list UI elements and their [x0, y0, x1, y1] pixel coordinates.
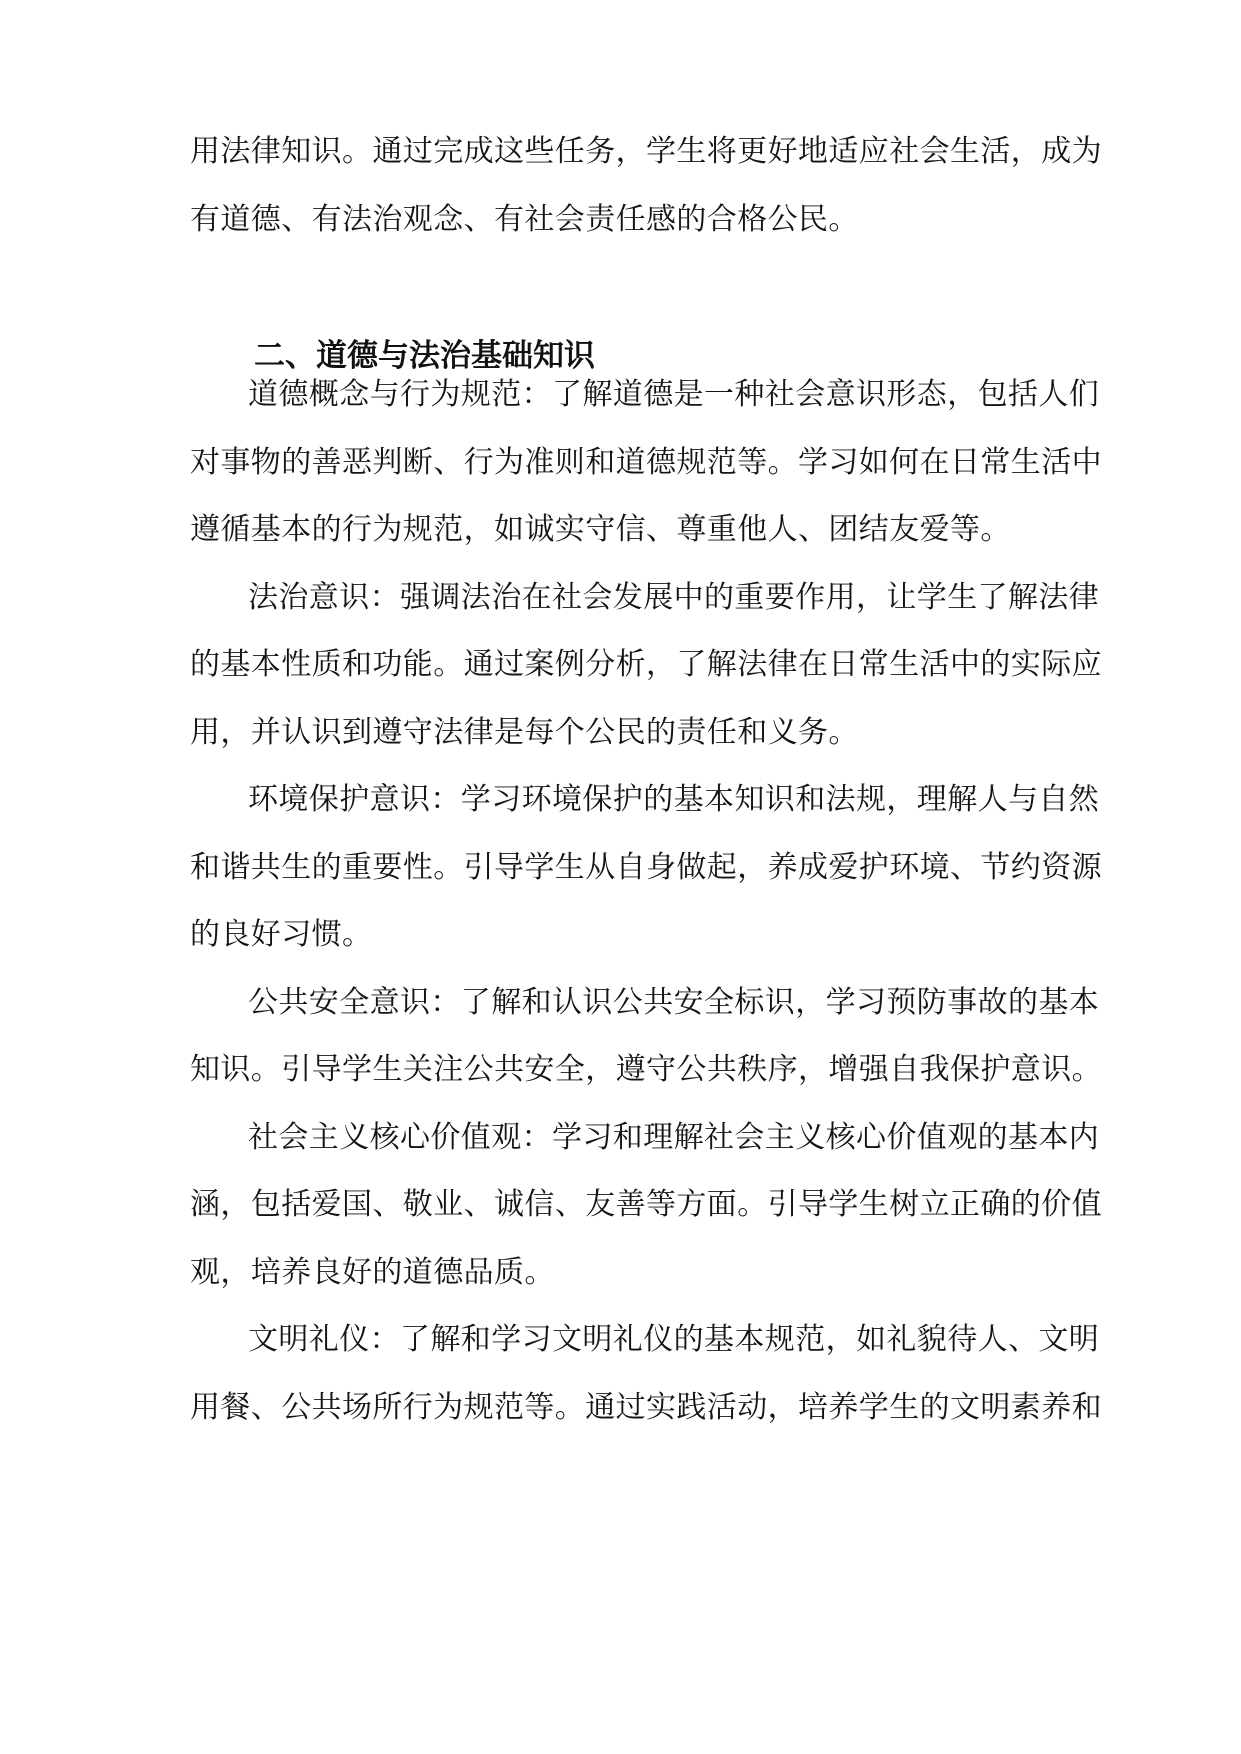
text-line: 道德概念与行为规范：了解道德是一种社会意识形态，包括人们 — [248, 377, 1100, 412]
text-line: 观，培养良好的道德品质。 — [190, 1255, 555, 1290]
section-heading: 二、道德与法治基础知识 — [254, 338, 595, 374]
text-line: 法治意识：强调法治在社会发展中的重要作用，让学生了解法律 — [248, 580, 1100, 615]
text-line: 的基本性质和功能。通过案例分析，了解法律在日常生活中的实际应 — [190, 647, 1102, 682]
text-line: 的良好习惯。 — [190, 917, 373, 952]
text-line: 遵循基本的行为规范，如诚实守信、尊重他人、团结友爱等。 — [190, 512, 1011, 547]
text-line: 涵，包括爱国、敬业、诚信、友善等方面。引导学生树立正确的价值 — [190, 1187, 1102, 1222]
text-line: 用，并认识到遵守法律是每个公民的责任和义务。 — [190, 715, 859, 750]
text-line: 社会主义核心价值观：学习和理解社会主义核心价值观的基本内 — [248, 1120, 1100, 1155]
text-line: 环境保护意识：学习环境保护的基本知识和法规，理解人与自然 — [248, 782, 1100, 817]
text-line: 有道德、有法治观念、有社会责任感的合格公民。 — [190, 202, 859, 237]
text-line: 用法律知识。通过完成这些任务，学生将更好地适应社会生活，成为 — [190, 134, 1102, 169]
text-line: 公共安全意识：了解和认识公共安全标识，学习预防事故的基本 — [248, 985, 1100, 1020]
text-line: 对事物的善恶判断、行为准则和道德规范等。学习如何在日常生活中 — [190, 445, 1102, 480]
text-line: 和谐共生的重要性。引导学生从自身做起，养成爱护环境、节约资源 — [190, 850, 1102, 885]
text-line: 用餐、公共场所行为规范等。通过实践活动，培养学生的文明素养和 — [190, 1390, 1102, 1425]
text-line: 文明礼仪：了解和学习文明礼仪的基本规范，如礼貌待人、文明 — [248, 1322, 1100, 1357]
text-line: 知识。引导学生关注公共安全，遵守公共秩序，增强自我保护意识。 — [190, 1052, 1102, 1087]
